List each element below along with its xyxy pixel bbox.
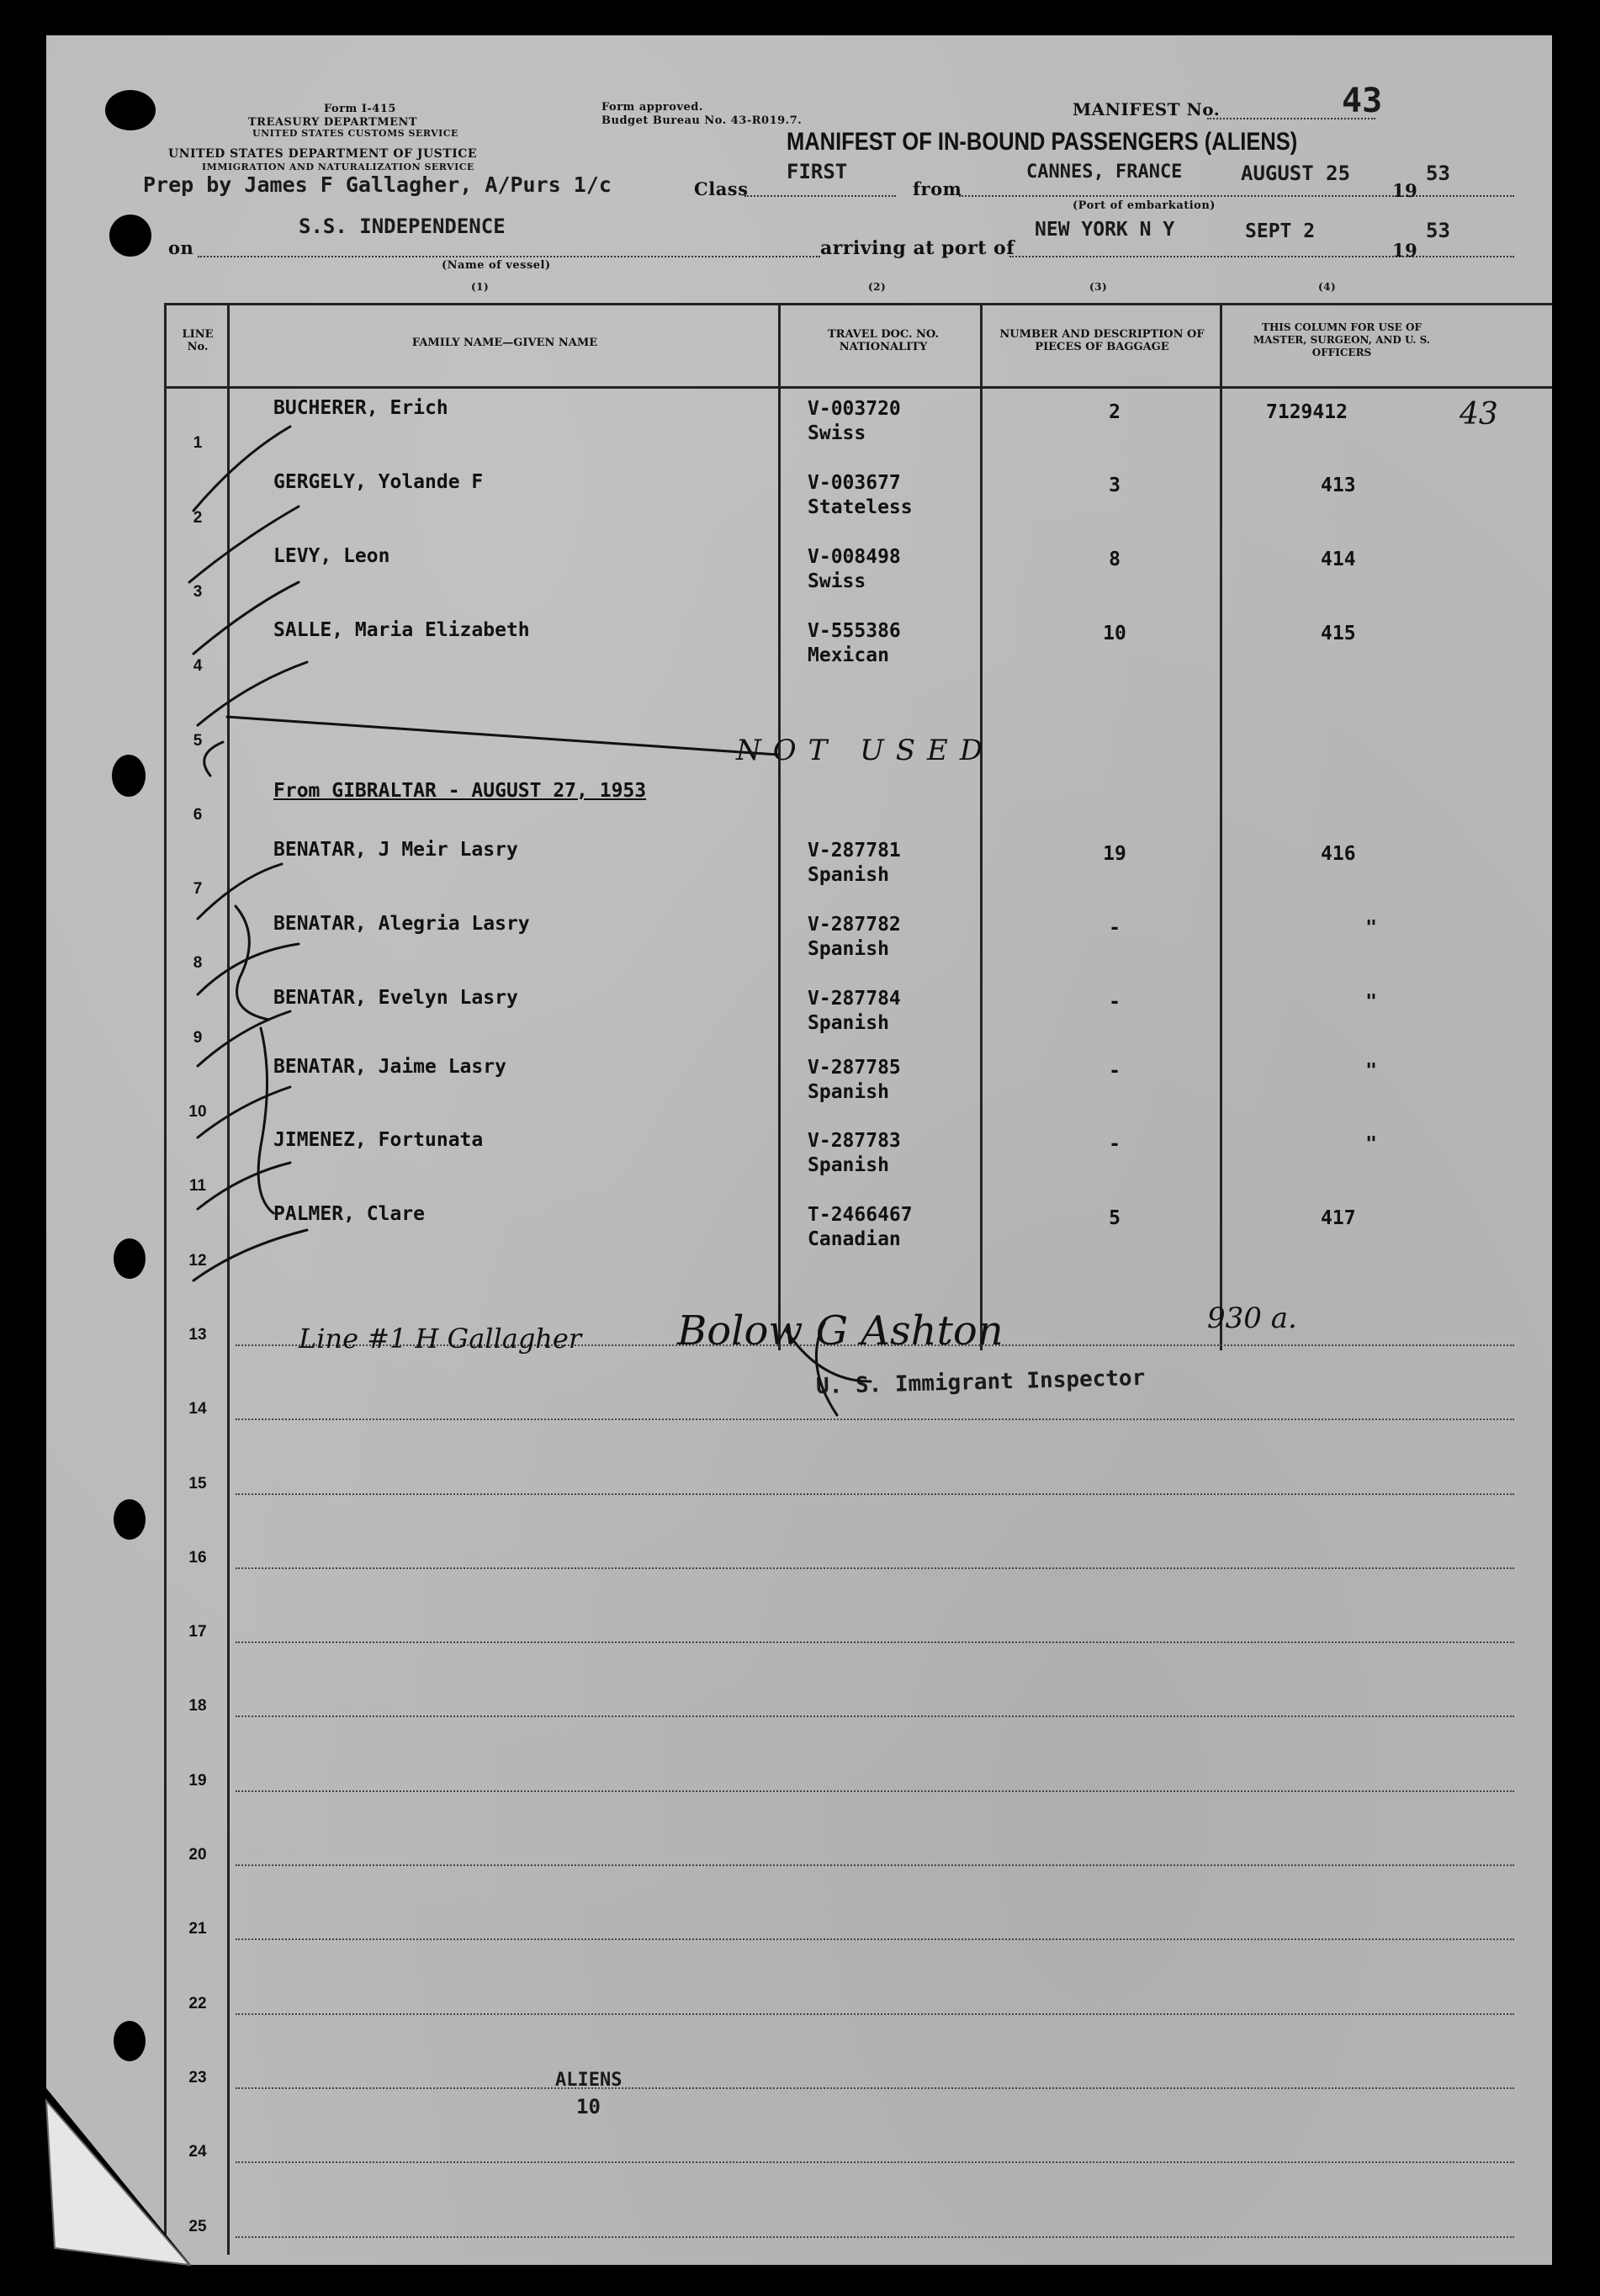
baggage-count: 5 <box>1109 1207 1121 1229</box>
nationality: Spanish <box>808 938 889 960</box>
nationality: Canadian <box>808 1228 901 1250</box>
passenger-name: BENATAR, J Meir Lasry <box>273 839 518 861</box>
line-number: 9 <box>193 1028 203 1047</box>
arrival-year: 53 <box>1426 219 1450 242</box>
line-number: 24 <box>188 2143 207 2161</box>
arriving-label: arriving at port of <box>820 237 1015 259</box>
inspector-signature: Bolow G Ashton <box>677 1307 1004 1355</box>
travel-doc-no: V-003720 <box>808 398 901 420</box>
line-number: 13 <box>188 1325 207 1344</box>
col-num-3: (3) <box>1089 281 1108 293</box>
officer-number: 415 <box>1321 623 1356 644</box>
line-number: 4 <box>193 657 203 676</box>
nationality: Swiss <box>808 422 866 444</box>
line-number: 18 <box>188 1697 207 1715</box>
nationality: Swiss <box>808 570 866 592</box>
budget-bureau: Budget Bureau No. 43-R019.7. <box>601 114 803 127</box>
line-number: 16 <box>188 1548 207 1567</box>
embark-year: 53 <box>1426 162 1450 185</box>
vessel-caption: (Name of vessel) <box>442 259 551 272</box>
baggage-count: - <box>1109 1133 1121 1155</box>
inspection-time: 930 a. <box>1207 1302 1297 1335</box>
passenger-name: JIMENEZ, Fortunata <box>273 1129 484 1151</box>
manifest-no: 43 <box>1342 82 1383 120</box>
class-value: FIRST <box>787 160 848 183</box>
officer-number: 7129412 <box>1266 401 1348 423</box>
arrival-date: SEPT 2 <box>1245 220 1316 242</box>
col-header-name: FAMILY NAME—GIVEN NAME <box>411 337 598 349</box>
line-number: 23 <box>188 2068 207 2087</box>
passenger-name: BENATAR, Jaime Lasry <box>273 1056 506 1078</box>
pen-marks <box>46 35 1552 2265</box>
manifest-no-label: MANIFEST No. <box>1073 99 1221 119</box>
col-header-baggage: NUMBER AND DESCRIPTION OF PIECES OF BAGGAGE <box>999 328 1205 353</box>
officer-number: 413 <box>1321 475 1356 496</box>
line-number: 12 <box>188 1251 207 1270</box>
line-number: 10 <box>188 1103 207 1121</box>
line-number: 22 <box>188 1994 207 2012</box>
line-number: 5 <box>193 731 203 750</box>
col-num-1: (1) <box>471 281 490 293</box>
passenger-name: PALMER, Clare <box>273 1203 426 1225</box>
embark-date: AUGUST 25 <box>1241 162 1351 185</box>
not-used-note: NOT USED <box>736 734 995 767</box>
line-number: 1 <box>193 434 203 453</box>
passenger-name: BUCHERER, Erich <box>273 397 448 419</box>
line-number: 11 <box>188 1177 207 1196</box>
embark-year-prefix: 19 <box>1392 180 1418 201</box>
officer-number: 417 <box>1321 1207 1356 1229</box>
ins-service: IMMIGRATION AND NATURALIZATION SERVICE <box>202 162 474 172</box>
officer-number: 416 <box>1321 843 1356 865</box>
line-number: 15 <box>188 1474 207 1493</box>
baggage-count: - <box>1109 1060 1121 1082</box>
passenger-name: GERGELY, Yolande F <box>273 471 484 493</box>
baggage-count: 3 <box>1109 475 1121 496</box>
travel-doc-no: V-287784 <box>808 988 901 1010</box>
line-number: 7 <box>193 880 203 899</box>
arrival-year-prefix: 19 <box>1392 240 1418 261</box>
manifest-page <box>46 35 1552 2265</box>
col-num-2: (2) <box>868 281 887 293</box>
form-number: Form I-415 <box>324 103 396 115</box>
passenger-name: BENATAR, Alegria Lasry <box>273 913 530 935</box>
travel-doc-no: V-287782 <box>808 914 901 936</box>
from-label: from <box>913 178 962 199</box>
line-number: 20 <box>188 1846 207 1864</box>
col-header-travel-doc: TRAVEL DOC. NO. NATIONALITY <box>827 328 940 353</box>
baggage-count: 2 <box>1109 401 1121 423</box>
travel-doc-no: V-287785 <box>808 1057 901 1079</box>
arrival-port: NEW YORK N Y <box>1035 219 1175 241</box>
passenger-name: LEVY, Leon <box>273 545 390 567</box>
nationality: Spanish <box>808 1154 889 1176</box>
line-number: 6 <box>193 805 203 824</box>
port-of-embarkation-caption: (Port of embarkation) <box>1073 199 1216 212</box>
officer-number: 414 <box>1321 549 1356 570</box>
travel-doc-no: T-2466467 <box>808 1204 913 1226</box>
line-number: 8 <box>193 954 203 973</box>
passenger-name: SALLE, Maria Elizabeth <box>273 619 530 641</box>
col-header-officers: THIS COLUMN FOR USE OF MASTER, SURGEON, AND U. S. OFFICERS <box>1253 321 1431 358</box>
line-number: 17 <box>188 1623 207 1641</box>
class-label: Class <box>694 178 749 199</box>
travel-doc-no: V-008498 <box>808 546 901 568</box>
officer-number: " <box>1365 1133 1377 1155</box>
line-number: 21 <box>188 1920 207 1938</box>
line13-note: Line #1 H Gallagher <box>299 1323 582 1355</box>
line-number: 14 <box>188 1400 207 1418</box>
nationality: Spanish <box>808 864 889 886</box>
from-value: CANNES, FRANCE <box>1026 162 1183 183</box>
nationality: Spanish <box>808 1081 889 1103</box>
aliens-count: 10 <box>576 2095 601 2118</box>
officer-number: " <box>1365 917 1377 939</box>
officer-number: " <box>1365 1060 1377 1082</box>
baggage-count: 10 <box>1103 623 1126 644</box>
officer-number: " <box>1365 991 1377 1013</box>
baggage-count: 8 <box>1109 549 1121 570</box>
line-number: 3 <box>193 582 203 601</box>
folded-corner <box>38 2088 206 2273</box>
handwritten-entry-number: 43 <box>1460 397 1498 432</box>
line-number: 25 <box>188 2217 207 2235</box>
baggage-count: - <box>1109 991 1121 1013</box>
travel-doc-no: V-287783 <box>808 1130 901 1152</box>
prep-by: Prep by James F Gallagher, A/Purs 1/c <box>143 172 612 197</box>
on-label: on <box>168 237 194 258</box>
col-num-4: (4) <box>1318 281 1337 293</box>
inspector-title: U. S. Immigrant Inspector <box>815 1365 1146 1400</box>
form-approved: Form approved. <box>601 101 703 114</box>
customs-service: UNITED STATES CUSTOMS SERVICE <box>252 128 458 139</box>
nationality: Spanish <box>808 1012 889 1034</box>
vessel-name: S.S. INDEPENDENCE <box>299 215 506 238</box>
line-number: 19 <box>188 1771 207 1790</box>
manifest-title: MANIFEST OF IN-BOUND PASSENGERS (ALIENS) <box>787 128 1298 156</box>
nationality: Mexican <box>808 644 889 666</box>
col-header-line-no: LINE No. <box>182 328 214 353</box>
travel-doc-no: V-287781 <box>808 840 901 862</box>
travel-doc-no: V-555386 <box>808 620 901 642</box>
treasury-dept: TREASURY DEPARTMENT <box>248 116 418 129</box>
nationality: Stateless <box>808 496 913 518</box>
line-number: 2 <box>193 508 203 527</box>
section-heading-gibraltar: From GIBRALTAR - AUGUST 27, 1953 <box>273 780 647 802</box>
travel-doc-no: V-003677 <box>808 472 901 494</box>
baggage-count: - <box>1109 917 1121 939</box>
aliens-label: ALIENS <box>555 2070 623 2091</box>
baggage-count: 19 <box>1103 843 1126 865</box>
passenger-name: BENATAR, Evelyn Lasry <box>273 987 518 1009</box>
justice-dept: UNITED STATES DEPARTMENT OF JUSTICE <box>168 147 478 161</box>
